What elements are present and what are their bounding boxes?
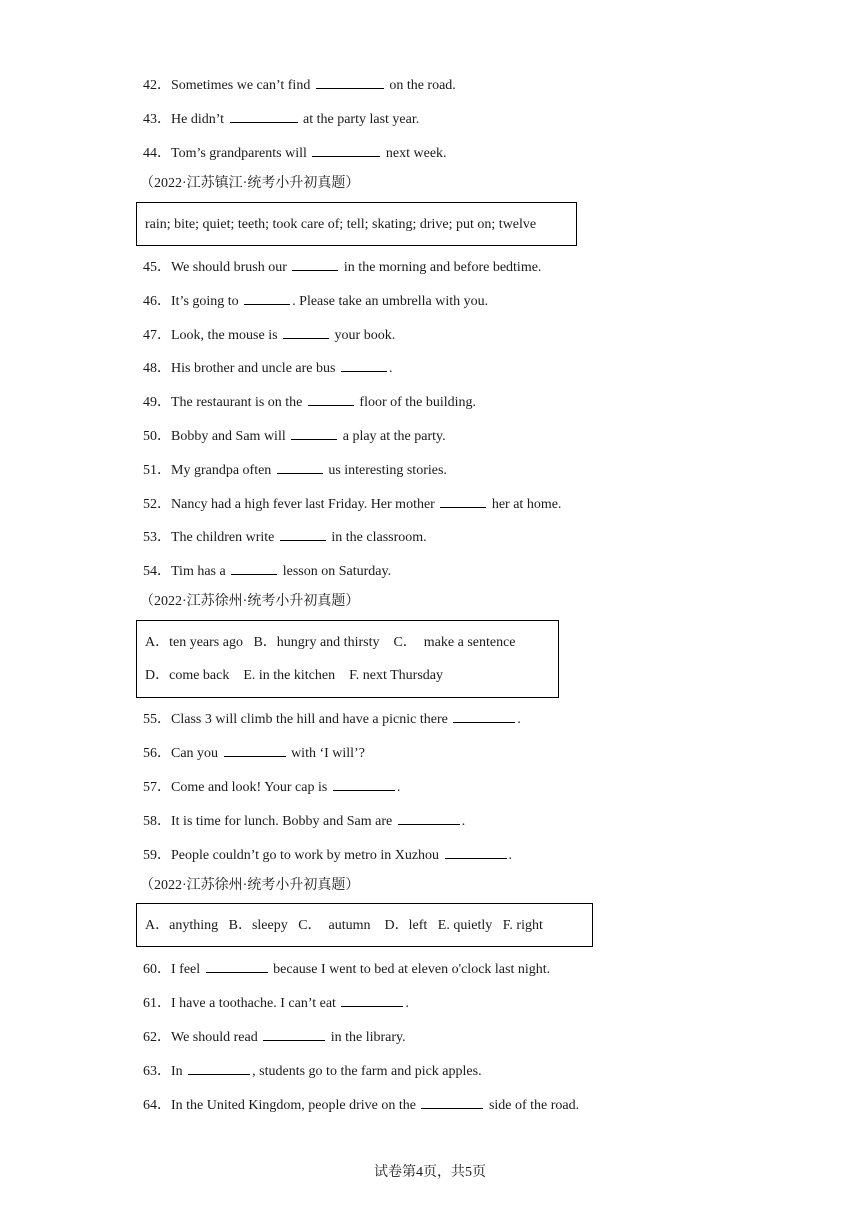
question-number: 62． <box>143 1030 171 1045</box>
question-number: 44． <box>143 146 171 161</box>
question-60 <box>143 958 550 979</box>
question-text: People couldn’t go to work by metro in Xuzhou <box>171 848 443 863</box>
question-text: It is time for lunch. Bobby and Sam are <box>171 814 396 829</box>
question-text: a play at the party. <box>339 429 446 444</box>
question-number: 59． <box>143 848 171 863</box>
question-text: . Please take an umbrella with you. <box>292 294 489 309</box>
question-text: with ‘I will’? <box>287 746 365 761</box>
question-text: . <box>508 848 513 863</box>
question-text: your book. <box>331 328 396 343</box>
question-text: His brother and uncle are bus <box>171 361 339 376</box>
question-43 <box>143 108 419 129</box>
answer-blank[interactable] <box>188 1060 250 1075</box>
question-62 <box>143 1026 406 1047</box>
question-text: in the library. <box>327 1030 406 1045</box>
question-text: Can you <box>171 746 222 761</box>
question-61 <box>143 992 409 1013</box>
question-52 <box>143 493 561 514</box>
question-47 <box>143 324 395 345</box>
question-number: 60． <box>143 962 171 977</box>
question-text: Class 3 will climb the hill and have a picnic there <box>171 712 452 727</box>
options-line: A．anything B．sleepy C． autumn D．left E. quietly F. right <box>145 918 543 933</box>
question-text: . <box>517 712 521 727</box>
question-text: because I went to bed at eleven o'clock last night. <box>269 962 551 977</box>
question-text: We should read <box>171 1030 262 1045</box>
answer-blank[interactable] <box>230 108 298 123</box>
question-50 <box>143 425 446 446</box>
question-number: 61． <box>143 996 171 1011</box>
question-text: The restaurant is on the <box>171 395 306 410</box>
question-number: 56． <box>143 746 171 761</box>
answer-blank[interactable] <box>292 256 338 271</box>
question-text: us interesting stories. <box>324 463 447 478</box>
answer-blank[interactable] <box>316 74 384 89</box>
question-text: . <box>396 780 401 795</box>
question-number: 50． <box>143 429 171 444</box>
question-text: . <box>461 814 466 829</box>
question-42 <box>143 74 456 95</box>
question-44 <box>143 142 447 163</box>
source-label: （2022·江苏徐州·统考小升初真题） <box>140 594 360 609</box>
question-text: Look, the mouse is <box>171 328 282 343</box>
question-text: In the United Kingdom, people drive on the <box>171 1098 420 1113</box>
question-text: next week. <box>382 146 447 161</box>
answer-blank[interactable] <box>277 459 323 474</box>
question-number: 43． <box>143 112 171 127</box>
question-text: In <box>171 1064 187 1079</box>
question-text: Nancy had a high fever last Friday. Her mother <box>171 497 439 512</box>
question-text: Bobby and Sam will <box>171 429 290 444</box>
source-label: （2022·江苏徐州·统考小升初真题） <box>140 878 360 893</box>
question-text: . <box>405 996 409 1011</box>
question-number: 63． <box>143 1064 171 1079</box>
question-text: lesson on Saturday. <box>279 564 392 579</box>
question-45 <box>143 256 541 277</box>
question-56 <box>143 742 365 763</box>
question-number: 46． <box>143 294 171 309</box>
question-46 <box>143 290 488 311</box>
question-number: 48． <box>143 361 171 376</box>
answer-blank[interactable] <box>206 958 268 973</box>
question-text: at the party last year. <box>299 112 420 127</box>
answer-blank[interactable] <box>244 290 290 305</box>
question-text: Tim has a <box>171 564 230 579</box>
question-64 <box>143 1094 579 1115</box>
answer-blank[interactable] <box>341 992 403 1007</box>
question-text: . <box>388 361 393 376</box>
question-text: We should brush our <box>171 260 291 275</box>
question-text: My grandpa often <box>171 463 275 478</box>
answer-blank[interactable] <box>280 526 326 541</box>
question-text: on the road. <box>385 78 456 93</box>
options-line: A．ten years ago B．hungry and thirsty C． make a sentence <box>145 635 516 650</box>
question-51 <box>143 459 447 480</box>
answer-blank[interactable] <box>231 560 277 575</box>
answer-blank[interactable] <box>341 357 387 372</box>
question-49 <box>143 391 476 412</box>
question-59 <box>143 844 512 865</box>
question-number: 57． <box>143 780 171 795</box>
question-text: I feel <box>171 962 204 977</box>
question-text: I have a toothache. I can’t eat <box>171 996 340 1011</box>
question-58 <box>143 810 465 831</box>
answer-blank[interactable] <box>440 493 486 508</box>
question-text: The children write <box>171 530 278 545</box>
question-number: 47． <box>143 328 171 343</box>
question-57 <box>143 776 400 797</box>
source-label: （2022·江苏镇江·统考小升初真题） <box>140 176 360 191</box>
question-number: 49． <box>143 395 171 410</box>
question-text: He didn’t <box>171 112 228 127</box>
answer-blank[interactable] <box>263 1026 325 1041</box>
word-bank-box <box>136 202 577 246</box>
question-number: 53． <box>143 530 171 545</box>
question-54 <box>143 560 391 581</box>
question-number: 52． <box>143 497 171 512</box>
answer-blank[interactable] <box>445 844 507 859</box>
options-line: D．come back E. in the kitchen F. next Thursday <box>145 668 443 683</box>
question-63 <box>143 1060 482 1081</box>
question-text: Tom’s grandparents will <box>171 146 311 161</box>
options-box <box>136 903 593 947</box>
answer-blank[interactable] <box>421 1094 483 1109</box>
question-number: 42． <box>143 78 171 93</box>
question-55 <box>143 708 521 729</box>
question-text: Sometimes we can’t find <box>171 78 314 93</box>
question-number: 55． <box>143 712 171 727</box>
answer-blank[interactable] <box>308 391 354 406</box>
answer-blank[interactable] <box>283 324 329 339</box>
word-bank: rain; bite; quiet; teeth; took care of; tell; skating; drive; put on; twelve <box>145 217 537 232</box>
question-number: 54． <box>143 564 171 579</box>
question-text: side of the road. <box>485 1098 580 1113</box>
question-text: in the classroom. <box>327 530 427 545</box>
answer-blank[interactable] <box>291 425 337 440</box>
answer-blank[interactable] <box>312 142 380 157</box>
question-text: in the morning and before bedtime. <box>340 260 542 275</box>
question-number: 51． <box>143 463 171 478</box>
question-text: her at home. <box>488 497 562 512</box>
page-footer: 试卷第4页，共5页 <box>374 1165 486 1180</box>
question-number: 64． <box>143 1098 171 1113</box>
question-number: 58． <box>143 814 171 829</box>
question-53 <box>143 526 427 547</box>
answer-blank[interactable] <box>224 742 286 757</box>
question-number: 45． <box>143 260 171 275</box>
answer-blank[interactable] <box>398 810 460 825</box>
question-text: Come and look! Your cap is <box>171 780 331 795</box>
question-text: floor of the building. <box>355 395 477 410</box>
answer-blank[interactable] <box>453 708 515 723</box>
answer-blank[interactable] <box>333 776 395 791</box>
options-box <box>136 620 559 698</box>
question-text: , students go to the farm and pick apples. <box>252 1064 482 1079</box>
question-text: It’s going to <box>171 294 243 309</box>
question-48 <box>143 357 392 378</box>
